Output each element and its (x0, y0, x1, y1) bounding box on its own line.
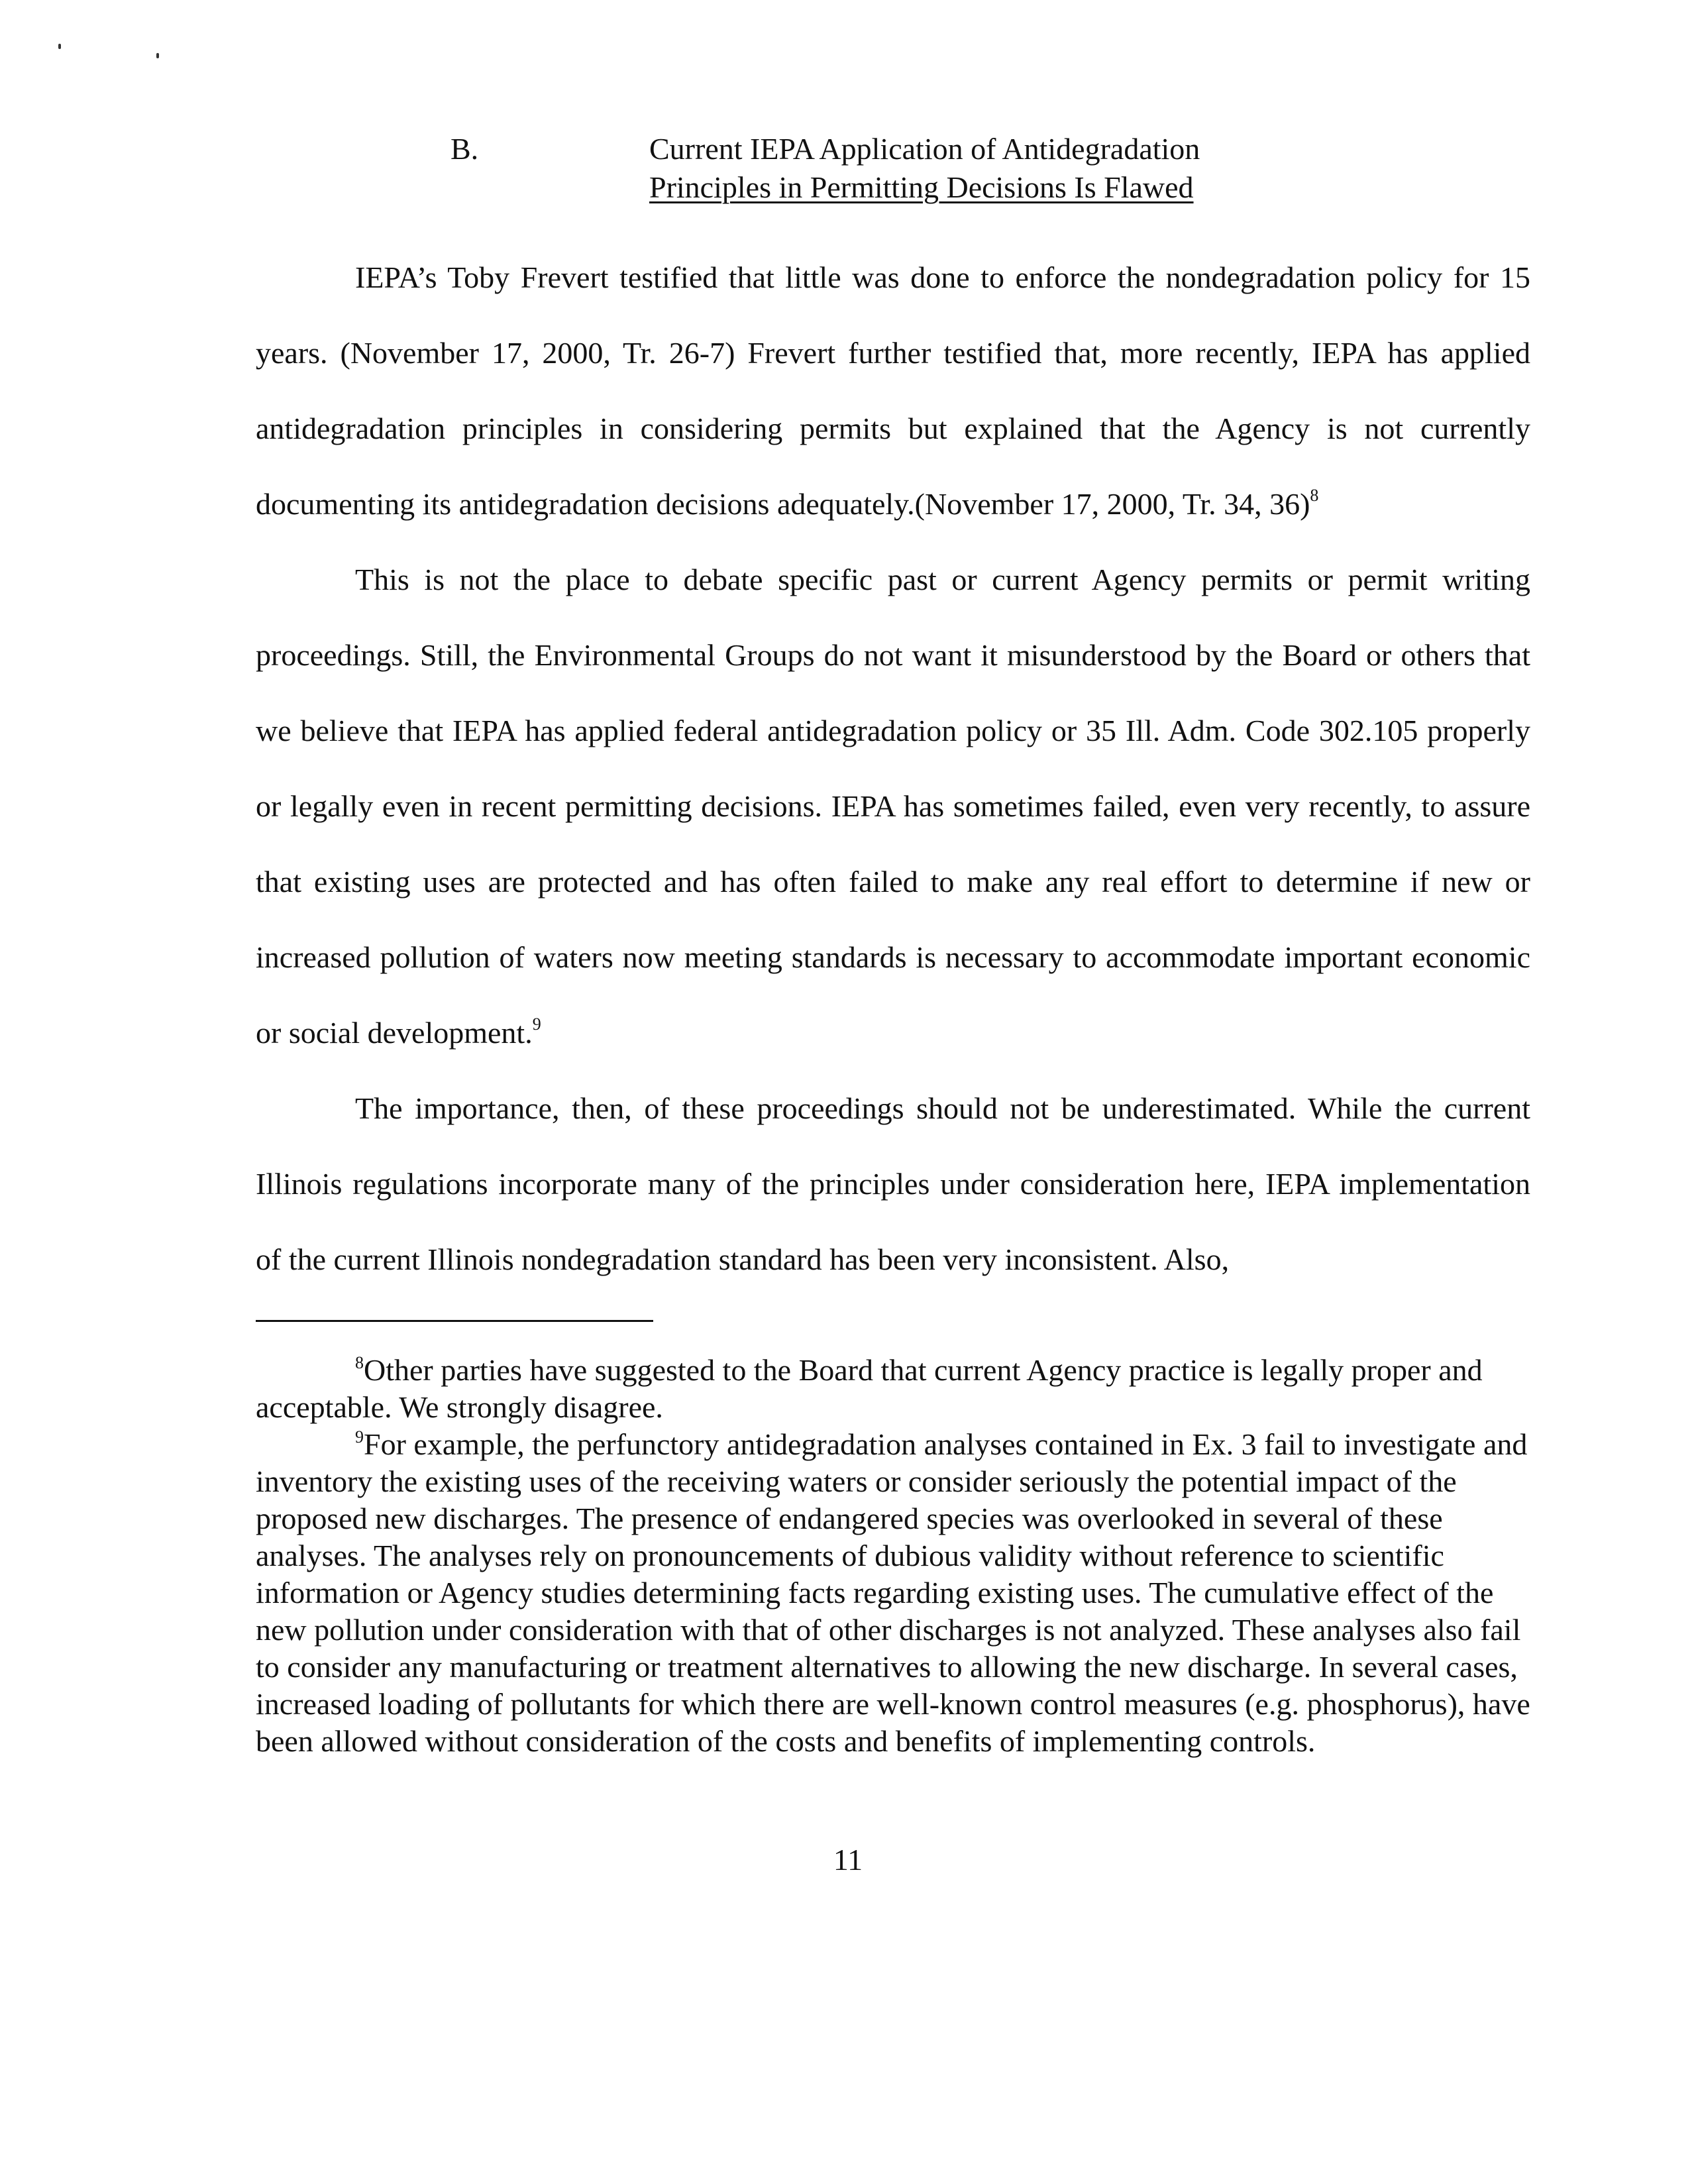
body-text (256, 240, 1530, 1297)
footnote (256, 1426, 1542, 1760)
section-title (649, 130, 1431, 207)
body-paragraph (256, 542, 1530, 1071)
paragraph-text: The importance, then, of these proceedings should not be underestimated. While the current Illinois regulations incorporate many of the principles under consideration here, IEPA implementation of the current Illinois nondegradation standard has been very inconsistent. Also, (256, 1091, 1530, 1276)
footnotes (256, 1352, 1542, 1760)
footnote-separator (256, 1320, 653, 1322)
footnote-text: For example, the perfunctory antidegradation analyses contained in Ex. 3 fail to investigate and inventory the existing uses of the receiving waters or consider seriously the potential impact of the proposed new discharges. The presence of endangered species was overlooked in several of these analyses. The analyses rely on pronouncements of dubious validity without reference to scientific information or Agency studies determining facts regarding existing uses. The cumulative effect of the new pollution under consideration with that of other discharges is not analyzed. These analyses also fail to consider any manufacturing or treatment alternatives to allowing the new discharge. In several cases, increased loading of pollutants for which there are well-known control measures (e.g. phosphorus), have been allowed without consideration of the costs and benefits of implementing controls. (256, 1427, 1530, 1758)
footnote-reference[interactable]: 8 (1310, 486, 1319, 505)
section-label: B. (450, 132, 479, 166)
body-paragraph (256, 1071, 1530, 1297)
section-title-line-1: Current IEPA Application of Antidegradation (649, 132, 1200, 166)
page-number: 11 (833, 1843, 863, 1877)
scan-speck (58, 44, 61, 49)
body-paragraph (256, 240, 1530, 542)
section-title-line-2: Principles in Permitting Decisions Is Flawed (649, 170, 1194, 204)
footnote-text: Other parties have suggested to the Board that current Agency practice is legally proper and acceptable. We strongly disagree. (256, 1353, 1483, 1424)
footnote-mark: 8 (355, 1353, 364, 1372)
scan-speck (156, 53, 159, 58)
footnote (256, 1352, 1542, 1426)
footnote-mark: 9 (355, 1427, 364, 1447)
paragraph-text: This is not the place to debate specific past or current Agency permits or permit writing proceedings. Still, the Environmental Groups do not want it misunderstood by the Board or others that we believe that IEPA has applied federal antidegradation policy or 35 Ill. Adm. Code 302.105 properly or legally even in recent permitting decisions. IEPA has sometimes failed, even very recently, to assure that existing uses are protected and has often failed to make any real effort to determine if new or increased pollution of waters now meeting standards is necessary to accommodate important economic or social development. (256, 563, 1530, 1050)
paragraph-text: IEPA’s Toby Frevert testified that little was done to enforce the nondegradation policy for 15 years. (November 17, 2000, Tr. 26-7) Frevert further testified that, more recently, IEPA has applied antidegradation principles in considering permits but explained that the Agency is not currently documenting its antidegradation decisions adequately.(November 17, 2000, Tr. 34, 36) (256, 260, 1530, 521)
footnote-reference[interactable]: 9 (532, 1014, 541, 1034)
